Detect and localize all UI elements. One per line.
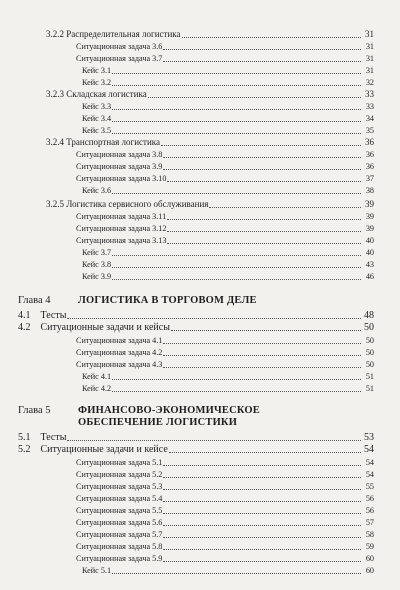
toc-entry <box>18 310 374 321</box>
chapter-number: Глава 4 <box>18 295 51 306</box>
dot-leader <box>209 206 361 208</box>
toc-entry-text: Ситуационная задача 4.1 <box>76 336 163 345</box>
toc-page-number: 56 <box>365 506 374 515</box>
toc-entry <box>76 481 374 492</box>
toc-page-number: 50 <box>365 336 374 345</box>
dot-leader <box>163 476 361 478</box>
toc-entry-text: Ситуационная задача 3.7 <box>76 54 163 63</box>
toc-entry-text: Ситуационная задача 3.6 <box>76 42 163 51</box>
dot-leader <box>163 156 361 158</box>
toc-entry <box>76 347 374 358</box>
toc-entry <box>76 211 374 222</box>
toc-page-number: 38 <box>365 186 374 195</box>
toc-entry-text: 3.2.5 Логистика сервисного обслуживания <box>46 199 209 209</box>
toc-entry <box>76 541 374 552</box>
toc-entry <box>46 137 374 148</box>
dot-leader <box>112 266 361 268</box>
toc-entry-text: Ситуационная задача 5.3 <box>76 482 163 491</box>
toc-entry-text: Ситуационная задача 3.10 <box>76 174 167 183</box>
dot-leader <box>171 329 361 331</box>
dot-leader <box>161 144 361 146</box>
toc-entry <box>76 553 374 564</box>
toc-page-number: 40 <box>365 236 374 245</box>
dot-leader <box>67 317 361 319</box>
dot-leader <box>112 120 361 122</box>
dot-leader <box>112 132 361 134</box>
toc-page-number: 33 <box>365 102 374 111</box>
toc-entry <box>82 113 374 124</box>
toc-entry <box>46 89 374 100</box>
toc-entry-text: Кейс 3.3 <box>82 102 112 111</box>
toc-entry-text: Кейс 3.6 <box>82 186 112 195</box>
toc-page-number: 37 <box>365 174 374 183</box>
dot-leader <box>112 254 361 256</box>
dot-leader <box>167 230 361 232</box>
dot-leader <box>163 548 361 550</box>
toc-page-number: 36 <box>365 150 374 159</box>
toc-page-number: 54 <box>365 470 374 479</box>
toc-entry-text: Ситуационная задача 5.4 <box>76 494 163 503</box>
toc-entry <box>76 53 374 64</box>
toc-entry-text: Ситуационная задача 3.9 <box>76 162 163 171</box>
dot-leader <box>112 72 361 74</box>
dot-leader <box>163 342 361 344</box>
toc-entry-text: 3.2.4 Транспортная логистика <box>46 137 161 147</box>
toc-entry-text: Кейс 4.2 <box>82 384 112 393</box>
toc-entry <box>82 185 374 196</box>
dot-leader <box>163 366 361 368</box>
chapter-title: ФИНАНСОВО-ЭКОНОМИЧЕСКОЕ <box>78 405 260 416</box>
dot-leader <box>67 439 361 441</box>
dot-leader <box>163 500 361 502</box>
toc-page-number: 54 <box>364 444 374 455</box>
toc-page-number: 40 <box>365 248 374 257</box>
toc-entry <box>82 77 374 88</box>
toc-entry-text: 5.2 Ситуационные задачи и кейсе <box>18 444 168 455</box>
chapter-heading <box>18 405 374 429</box>
toc-entry-text: Кейс 3.1 <box>82 66 112 75</box>
toc-entry <box>76 517 374 528</box>
dot-leader <box>163 560 361 562</box>
toc-page-number: 39 <box>365 199 374 209</box>
toc-entry <box>76 149 374 160</box>
toc-entry-text: 3.2.2 Распределительная логистика <box>46 29 181 39</box>
chapter-title-line2: ОБЕСПЕЧЕНИЕ ЛОГИСТИКИ <box>78 417 238 428</box>
toc-entry-text: Кейс 3.9 <box>82 272 112 281</box>
dot-leader <box>112 84 361 86</box>
toc-page-number: 31 <box>365 66 374 75</box>
toc-entry <box>82 65 374 76</box>
toc-entry-text: Ситуационная задача 5.9 <box>76 554 163 563</box>
toc-page-number: 36 <box>365 162 374 171</box>
toc-entry-text: 5.1 Тесты <box>18 432 67 443</box>
dot-leader <box>167 242 361 244</box>
toc-page-number: 56 <box>365 494 374 503</box>
toc-entry-text: Ситуационная задача 3.8 <box>76 150 163 159</box>
toc-page-number: 32 <box>365 78 374 87</box>
dot-leader <box>167 218 361 220</box>
toc-entry-text: Ситуационная задача 4.3 <box>76 360 163 369</box>
toc-entry <box>76 335 374 346</box>
dot-leader <box>182 36 361 38</box>
dot-leader <box>112 572 361 574</box>
dot-leader <box>163 60 361 62</box>
toc-entry-text: Ситуационная задача 3.11 <box>76 212 167 221</box>
dot-leader <box>163 488 361 490</box>
dot-leader <box>112 390 361 392</box>
toc-entry-text: Ситуационная задача 5.7 <box>76 530 163 539</box>
toc-page-number: 58 <box>365 530 374 539</box>
toc-page-number: 60 <box>365 554 374 563</box>
toc-entry <box>76 41 374 52</box>
toc-page-number: 31 <box>365 54 374 63</box>
toc-entry-text: Кейс 3.4 <box>82 114 112 123</box>
dot-leader <box>112 192 361 194</box>
toc-entry-text: Кейс 3.2 <box>82 78 112 87</box>
toc-entry <box>76 173 374 184</box>
dot-leader <box>112 378 361 380</box>
toc-page-number: 35 <box>365 126 374 135</box>
dot-leader <box>167 180 361 182</box>
toc-entry-text: Ситуационная задача 3.12 <box>76 224 167 233</box>
toc-page-number: 50 <box>365 360 374 369</box>
toc-entry <box>76 457 374 468</box>
toc-entry-text: 3.2.3 Складская логистика <box>46 89 147 99</box>
toc-entry <box>76 469 374 480</box>
dot-leader <box>112 108 361 110</box>
toc-page-number: 31 <box>365 29 374 39</box>
toc-entry <box>76 161 374 172</box>
dot-leader <box>163 168 361 170</box>
toc-page-number: 50 <box>365 348 374 357</box>
toc-entry <box>82 125 374 136</box>
chapter-heading <box>18 295 374 307</box>
toc-page-number: 48 <box>364 310 374 321</box>
toc-page-number: 31 <box>365 42 374 51</box>
toc-page-number: 59 <box>365 542 374 551</box>
toc-entry <box>82 565 374 576</box>
toc-entry-text: Кейс 4.1 <box>82 372 112 381</box>
toc-entry-text: Ситуационная задача 3.13 <box>76 236 167 245</box>
toc-entry-text: Кейс 3.7 <box>82 248 112 257</box>
toc-entry <box>76 493 374 504</box>
dot-leader <box>163 512 361 514</box>
toc-entry <box>18 432 374 443</box>
toc-page-number: 33 <box>365 89 374 99</box>
dot-leader <box>112 278 361 280</box>
toc-entry <box>82 101 374 112</box>
toc-page-number: 43 <box>365 260 374 269</box>
toc-page-number: 46 <box>365 272 374 281</box>
toc-entry <box>82 247 374 258</box>
toc-page-number: 51 <box>365 372 374 381</box>
toc-page-number: 55 <box>365 482 374 491</box>
toc-page-number: 54 <box>365 458 374 467</box>
dot-leader <box>163 524 361 526</box>
toc-entry-text: Кейс 3.8 <box>82 260 112 269</box>
toc-entry <box>46 29 374 40</box>
toc-entry-text: Кейс 3.5 <box>82 126 112 135</box>
toc-entry <box>18 322 374 333</box>
chapter-number: Глава 5 <box>18 405 51 416</box>
toc-page-number: 50 <box>364 322 374 333</box>
toc-entry <box>76 235 374 246</box>
toc-page-number: 57 <box>365 518 374 527</box>
dot-leader <box>163 464 361 466</box>
toc-entry <box>82 383 374 394</box>
toc-entry-text: Ситуационная задача 5.5 <box>76 506 163 515</box>
toc-entry <box>18 444 374 455</box>
toc-entry <box>76 505 374 516</box>
toc-entry <box>82 259 374 270</box>
toc-entry-text: Ситуационная задача 5.6 <box>76 518 163 527</box>
toc-page-number: 39 <box>365 224 374 233</box>
toc-entry-text: Ситуационная задача 5.1 <box>76 458 163 467</box>
toc-entry-text: 4.1 Тесты <box>18 310 67 321</box>
toc-page-number: 39 <box>365 212 374 221</box>
toc-entry-text: Ситуационная задача 4.2 <box>76 348 163 357</box>
toc-entry <box>76 223 374 234</box>
toc-page-number: 34 <box>365 114 374 123</box>
toc-entry-text: Кейс 5.1 <box>82 566 112 575</box>
toc-entry <box>76 359 374 370</box>
dot-leader <box>169 451 361 453</box>
dot-leader <box>163 354 361 356</box>
toc-entry-text: Ситуационная задача 5.2 <box>76 470 163 479</box>
toc-page-number: 36 <box>365 137 374 147</box>
toc-entry <box>46 199 374 210</box>
toc-page-number: 53 <box>364 432 374 443</box>
dot-leader <box>148 96 361 98</box>
dot-leader <box>163 48 361 50</box>
dot-leader <box>163 536 361 538</box>
toc-entry-text: 4.2 Ситуационные задачи и кейсы <box>18 322 170 333</box>
toc-entry-text: Ситуационная задача 5.8 <box>76 542 163 551</box>
toc-page-number: 60 <box>365 566 374 575</box>
toc-page-number: 51 <box>365 384 374 393</box>
chapter-title: ЛОГИСТИКА В ТОРГОВОМ ДЕЛЕ <box>78 295 257 306</box>
toc-entry <box>76 529 374 540</box>
toc-entry <box>82 271 374 282</box>
toc-entry <box>82 371 374 382</box>
